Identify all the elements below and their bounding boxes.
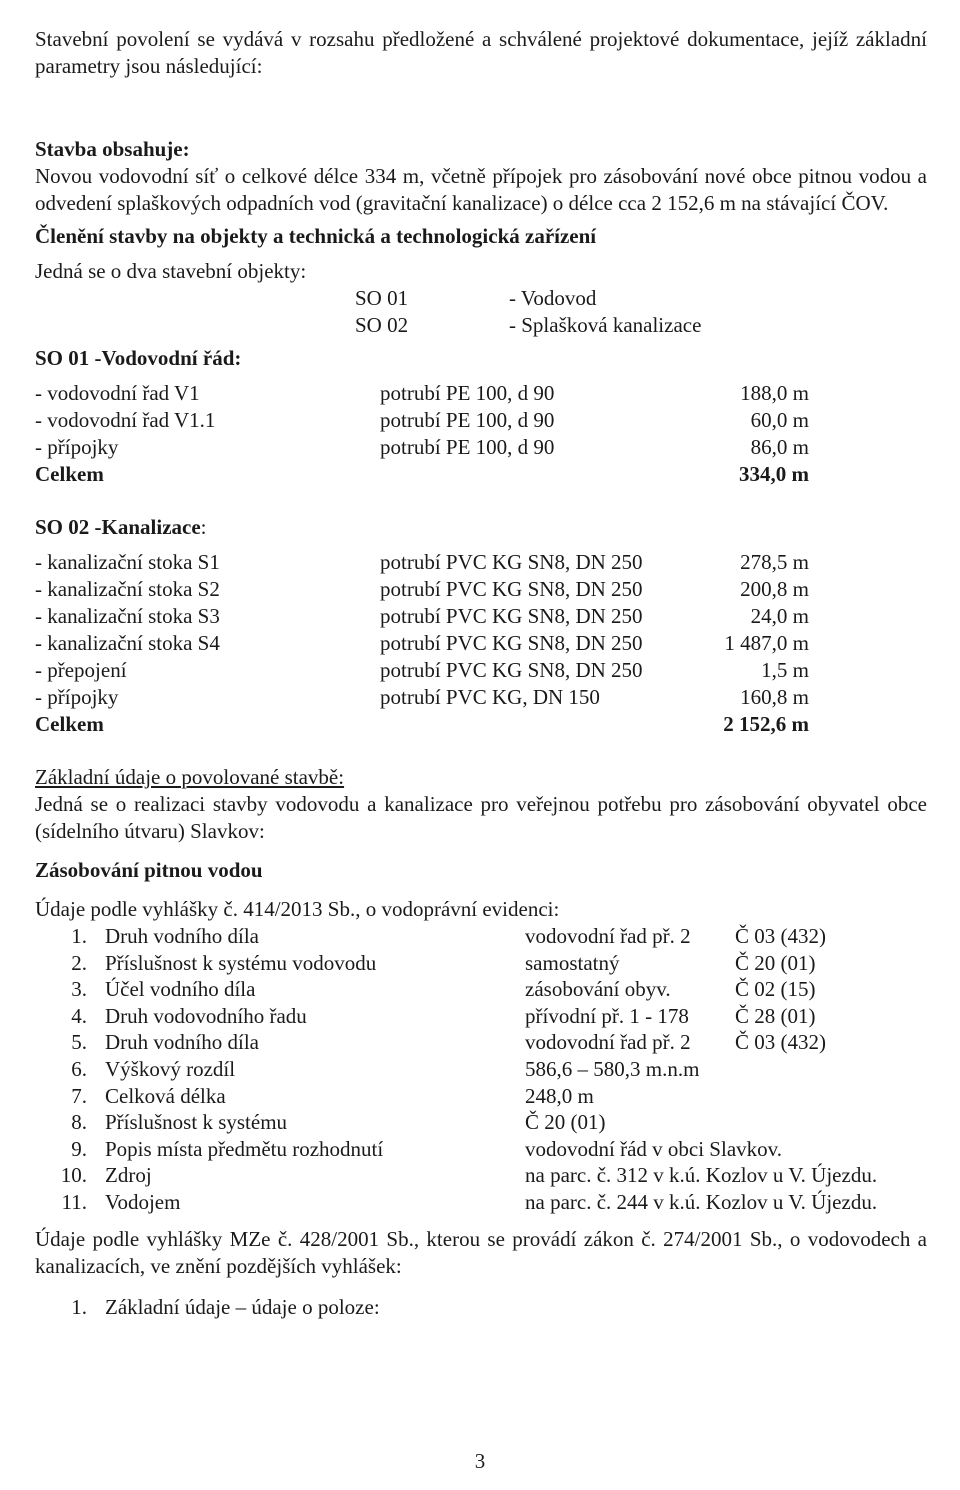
total-row <box>35 711 927 738</box>
row-pipe: potrubí PE 100, d 90 <box>380 435 555 459</box>
object-name: - Vodovod <box>509 286 597 310</box>
table-row <box>35 630 927 657</box>
item-label: Příslušnost k systému vodovodu <box>105 950 377 975</box>
cleneni-heading: Členění stavby na objekty a technická a technologická zařízení <box>35 224 597 248</box>
total-row <box>35 461 927 488</box>
list-item <box>35 1056 927 1083</box>
row-length: 278,5 m <box>740 550 809 574</box>
so01-table <box>35 380 927 488</box>
row-pipe: potrubí PVC KG SN8, DN 250 <box>380 604 643 628</box>
item-number: 9. <box>71 1136 87 1161</box>
total-label: Celkem <box>35 462 104 486</box>
list-item <box>35 1294 927 1321</box>
table-row <box>35 657 927 684</box>
so02-heading-colon: : <box>200 515 207 539</box>
row-pipe: potrubí PVC KG SN8, DN 250 <box>380 550 643 574</box>
item-number: 8. <box>71 1110 87 1135</box>
item-label: Popis místa předmětu rozhodnutí <box>105 1136 384 1161</box>
item-label: Účel vodního díla <box>105 977 256 1002</box>
item-value: vodovodní řád v obci Slavkov. <box>525 1136 783 1161</box>
item-number: 4. <box>71 1003 87 1028</box>
list-item <box>35 1189 927 1216</box>
item-label: Druh vodovodního řadu <box>105 1003 307 1028</box>
row-length: 24,0 m <box>750 604 809 628</box>
list-item <box>35 923 927 950</box>
item-code: Č 03 (432) <box>735 924 826 948</box>
list-item <box>35 1136 927 1163</box>
item-number: 11. <box>61 1189 87 1214</box>
object-list <box>35 285 927 343</box>
row-name: - přepojení <box>35 658 127 682</box>
row-pipe: potrubí PVC KG SN8, DN 250 <box>380 658 643 682</box>
total-label: Celkem <box>35 712 104 736</box>
item-code: Č 28 (01) <box>735 1003 816 1028</box>
zakladni-heading: Základní údaje o povolované stavbě: <box>35 765 345 789</box>
table-row <box>35 407 927 434</box>
item-label: Druh vodního díla <box>105 924 259 948</box>
stavba-heading: Stavba obsahuje: <box>35 137 190 161</box>
so02-heading-text: SO 02 -Kanalizace <box>35 515 201 539</box>
item-value: vodovodní řad př. 2 <box>525 1030 691 1055</box>
udaje-list <box>35 923 927 1216</box>
item-value: 248,0 m <box>525 1083 594 1108</box>
item-value: zásobování obyv. <box>525 977 671 1002</box>
item-number: 7. <box>71 1083 87 1108</box>
item-number: 10. <box>60 1163 87 1188</box>
zasobovani-heading: Zásobování pitnou vodou <box>35 858 263 882</box>
row-name: - vodovodní řad V1.1 <box>35 408 216 432</box>
so02-table <box>35 549 927 738</box>
object-name: - Splašková kanalizace <box>509 313 702 337</box>
item-label: Výškový rozdíl <box>105 1056 236 1081</box>
row-length: 160,8 m <box>740 685 809 709</box>
table-row <box>35 576 927 603</box>
item-number: 5. <box>71 1030 87 1055</box>
row-name: - kanalizační stoka S1 <box>35 550 220 574</box>
item-value: 586,6 – 580,3 m.n.m <box>525 1056 700 1081</box>
item-code: Č 20 (01) <box>735 950 816 975</box>
item-label: Příslušnost k systému <box>105 1110 288 1135</box>
row-name: - vodovodní řad V1 <box>35 381 200 405</box>
so01-heading: SO 01 -Vodovodní řád: <box>35 346 242 370</box>
item-label: Zdroj <box>105 1163 152 1188</box>
total-value: 334,0 m <box>739 462 809 486</box>
table-row <box>35 434 927 461</box>
item-value: vodovodní řad př. 2 <box>525 924 691 948</box>
item-code: Č 03 (432) <box>735 1030 826 1055</box>
row-length: 188,0 m <box>740 381 809 405</box>
mze-paragraph: Údaje podle vyhlášky MZe č. 428/2001 Sb., kterou se provádí zákon č. 274/2001 Sb., o vodovodech a kanalizacích, ve znění pozdějších vyhlášek: <box>35 1226 927 1278</box>
zakladni-paragraph: Jedná se o realizaci stavby vodovodu a kanalizace pro veřejnou potřebu pro zásobování obyvatel obce (sídelního útvaru) Slavkov: <box>35 792 927 843</box>
udaje-intro: Údaje podle vyhlášky č. 414/2013 Sb., o vodoprávní evidenci: <box>35 897 560 921</box>
list-item <box>35 1109 927 1136</box>
row-pipe: potrubí PVC KG SN8, DN 250 <box>380 577 643 601</box>
item-label: Vodojem <box>105 1189 181 1214</box>
item-value: přívodní př. 1 - 178 <box>525 1003 689 1028</box>
list-item <box>35 976 927 1003</box>
list-item <box>35 1029 927 1056</box>
row-pipe: potrubí PE 100, d 90 <box>380 408 555 432</box>
item-value: na parc. č. 312 v k.ú. Kozlov u V. Újezdu. <box>525 1163 878 1188</box>
object-code: SO 02 <box>355 313 409 337</box>
row-length: 1,5 m <box>761 658 809 682</box>
intro-paragraph: Stavební povolení se vydává v rozsahu předložené a schválené projektové dokumentace, jejíž základní parametry jsou následující: <box>35 27 927 78</box>
list-item <box>35 1003 927 1030</box>
list-item <box>35 950 927 977</box>
item-label: Druh vodního díla <box>105 1030 259 1055</box>
row-name: - kanalizační stoka S4 <box>35 631 220 655</box>
item-number: 1. <box>71 924 87 948</box>
so02-heading <box>35 514 927 541</box>
row-name: - přípojky <box>35 435 119 459</box>
row-pipe: potrubí PVC KG, DN 150 <box>380 685 600 709</box>
item-code: Č 02 (15) <box>735 977 816 1002</box>
item-number: 3. <box>71 977 87 1002</box>
table-row <box>35 549 927 576</box>
item-value: na parc. č. 244 v k.ú. Kozlov u V. Újezdu. <box>525 1189 878 1214</box>
row-pipe: potrubí PE 100, d 90 <box>380 381 555 405</box>
total-value: 2 152,6 m <box>723 712 809 736</box>
row-length: 86,0 m <box>750 435 809 459</box>
item-value: Č 20 (01) <box>525 1110 606 1135</box>
row-name: - kanalizační stoka S3 <box>35 604 220 628</box>
item-label: Celková délka <box>105 1083 226 1108</box>
list-item <box>35 1083 927 1110</box>
row-length: 200,8 m <box>740 577 809 601</box>
list-item <box>35 1162 927 1189</box>
item-value: samostatný <box>525 950 620 975</box>
document-page <box>35 26 927 1321</box>
row-name: - kanalizační stoka S2 <box>35 577 220 601</box>
item-number: 6. <box>71 1056 87 1081</box>
object-code: SO 01 <box>355 286 409 310</box>
item-number: 1. <box>71 1294 87 1319</box>
row-length: 60,0 m <box>750 408 809 432</box>
table-row <box>35 684 927 711</box>
item-number: 2. <box>71 950 87 975</box>
table-row <box>35 380 927 407</box>
table-row <box>35 603 927 630</box>
page-number: 3 <box>474 1449 486 1473</box>
row-pipe: potrubí PVC KG SN8, DN 250 <box>380 631 643 655</box>
row-length: 1 487,0 m <box>724 631 809 655</box>
item-label: Základní údaje – údaje o poloze: <box>105 1294 380 1319</box>
cleneni-intro: Jedná se o dva stavební objekty: <box>35 259 307 283</box>
row-name: - přípojky <box>35 685 119 709</box>
stavba-paragraph: Novou vodovodní síť o celkové délce 334 m, včetně přípojek pro zásobování nové obce pitnou vodou a odvedení splaškových odpadních vod (gravitační kanalizace) o délce cca 2 152,6 m na stávající ČOV. <box>35 164 927 215</box>
